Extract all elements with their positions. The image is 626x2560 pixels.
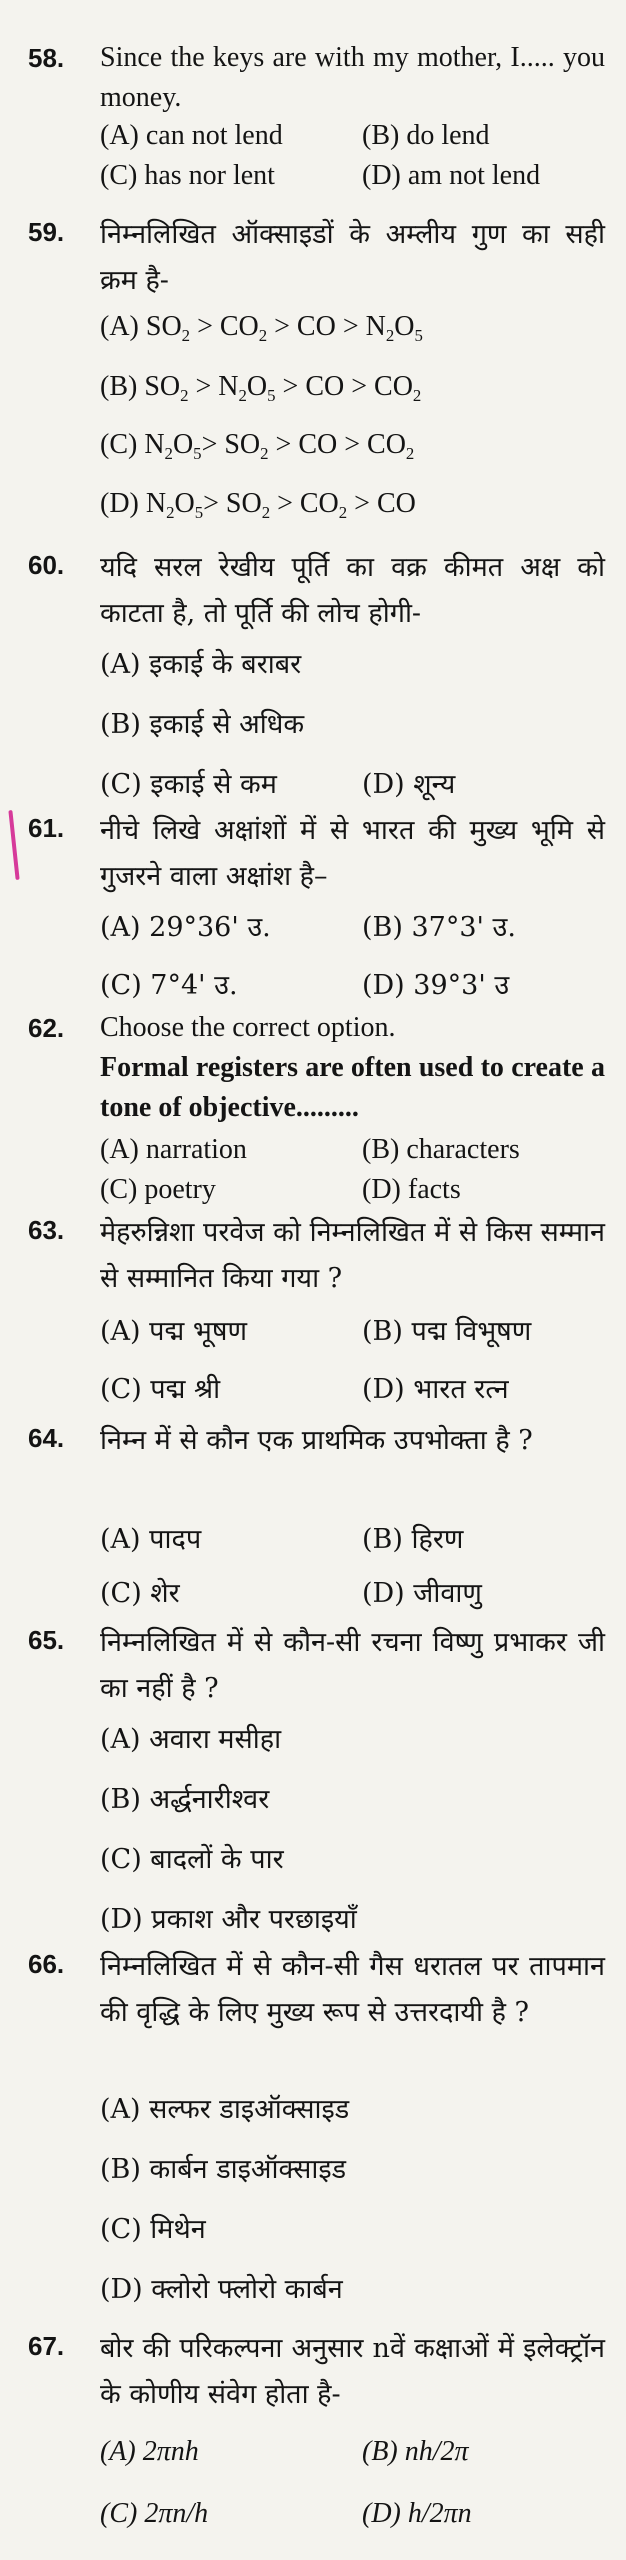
option-a[interactable]: (A) 29°36' उ. — [100, 912, 271, 943]
option-d[interactable]: (D) जीवाणु — [362, 1578, 482, 1609]
option-d[interactable]: (D) h/2πn — [362, 2498, 472, 2529]
question-stem: निम्नलिखित ऑक्साइडों के अम्लीय गुण का सही क्रम है- — [100, 219, 605, 296]
option-a[interactable]: (A) can not lend — [100, 120, 283, 151]
question-number: 60. — [28, 550, 65, 580]
option-b[interactable]: (B) हिरण — [362, 1524, 464, 1555]
option-b[interactable]: (B) do lend — [362, 120, 490, 151]
option-d[interactable]: (D) am not lend — [362, 160, 541, 191]
question-number: 67. — [28, 2331, 65, 2361]
option-d[interactable]: (D) 39°3' उ — [362, 970, 510, 1001]
option-d[interactable]: (D) प्रकाश और परछाइयाँ — [100, 1904, 357, 1935]
question-instruction: Choose the correct option. — [100, 1012, 396, 1043]
option-d[interactable]: (D) शून्य — [362, 769, 456, 800]
option-d[interactable]: (D) क्लोरो फ्लोरो कार्बन — [100, 2274, 343, 2305]
question-stem — [100, 1008, 605, 1128]
option-c[interactable]: (C) इकाई से कम — [100, 769, 277, 800]
option-c[interactable]: (C) बादलों के पार — [100, 1844, 284, 1875]
option-d[interactable]: (D) facts — [362, 1174, 461, 1205]
question-stem: Since the keys are with my mother, I..... you money. — [100, 42, 605, 113]
question-number: 65. — [28, 1625, 65, 1655]
option-a[interactable]: (A) पद्म भूषण — [100, 1316, 247, 1347]
question-stem: नीचे लिखे अक्षांशों में से भारत की मुख्य भूमि से गुजरने वाला अक्षांश है– — [100, 815, 605, 892]
option-b[interactable]: (B) characters — [362, 1134, 520, 1165]
option-b[interactable]: (B) 37°3' उ. — [362, 912, 516, 943]
option-c[interactable]: (C) पद्म श्री — [100, 1374, 221, 1405]
option-a[interactable]: (A) अवारा मसीहा — [100, 1724, 282, 1755]
option-d[interactable]: (D) भारत रत्न — [362, 1374, 509, 1405]
question-number: 66. — [28, 1949, 65, 1979]
question-number: 58. — [28, 43, 65, 73]
option-b[interactable]: (B) कार्बन डाइऑक्साइड — [100, 2154, 347, 2185]
option-b[interactable]: (B) $SO_2 > N_2O_5$ > CO > $CO_2$ — [100, 371, 422, 405]
option-c[interactable]: (C) 2πn/h — [100, 2498, 209, 2529]
question-number: 64. — [28, 1423, 65, 1453]
option-a[interactable]: (A) इकाई के बराबर — [100, 649, 302, 680]
question-stem: मेहरुन्निशा परवेज को निम्नलिखित में से किस सम्मान से सम्मानित किया गया ? — [100, 1217, 605, 1294]
option-b[interactable]: (B) अर्द्धनारीश्वर — [100, 1784, 270, 1815]
option-a[interactable]: (A) $SO_2 > CO_2$ > CO > $N_2O_5$ — [100, 311, 423, 345]
question-stem: निम्नलिखित में से कौन-सी गैस धरातल पर तापमान की वृद्धि के लिए मुख्य रूप से उत्तरदायी है ? — [100, 1951, 605, 2028]
question-stem: निम्नलिखित में से कौन-सी रचना विष्णु प्रभाकर जी का नहीं है ? — [100, 1627, 605, 1704]
question-number: 61. — [28, 813, 65, 843]
question-stem: यदि सरल रेखीय पूर्ति का वक्र कीमत अक्ष को काटता है, तो पूर्ति की लोच होगी- — [100, 552, 605, 629]
option-d[interactable]: (D) $N_2O_5> SO_2 > CO_2$ > CO — [100, 488, 416, 522]
question-sentence: Formal registers are often used to create a tone of objective......... — [100, 1052, 605, 1123]
option-c[interactable]: (C) has nor lent — [100, 160, 275, 191]
option-a[interactable]: (A) 2πnh — [100, 2436, 199, 2467]
option-c[interactable]: (C) poetry — [100, 1174, 216, 1205]
option-a[interactable]: (A) पादप — [100, 1524, 202, 1555]
option-a[interactable]: (A) narration — [100, 1134, 247, 1165]
question-stem: निम्न में से कौन एक प्राथमिक उपभोक्ता है ? — [100, 1425, 533, 1456]
question-stem: बोर की परिकल्पना अनुसार nवें कक्षाओं में इलेक्ट्रॉन के कोणीय संवेग होता है- — [100, 2333, 605, 2410]
option-c[interactable]: (C) शेर — [100, 1578, 180, 1609]
pen-mark — [8, 810, 19, 880]
question-number: 59. — [28, 217, 65, 247]
option-c[interactable]: (C) $N_2O_5> SO_2$ > CO > $CO_2$ — [100, 429, 415, 463]
option-b[interactable]: (B) पद्म विभूषण — [362, 1316, 532, 1347]
option-b[interactable]: (B) इकाई से अधिक — [100, 709, 305, 740]
option-b[interactable]: (B) nh/2π — [362, 2436, 469, 2467]
question-number: 63. — [28, 1215, 65, 1245]
option-c[interactable]: (C) मिथेन — [100, 2214, 206, 2245]
option-c[interactable]: (C) 7°4' उ. — [100, 970, 238, 1001]
question-number: 62. — [28, 1013, 65, 1043]
option-a[interactable]: (A) सल्फर डाइऑक्साइड — [100, 2094, 350, 2125]
